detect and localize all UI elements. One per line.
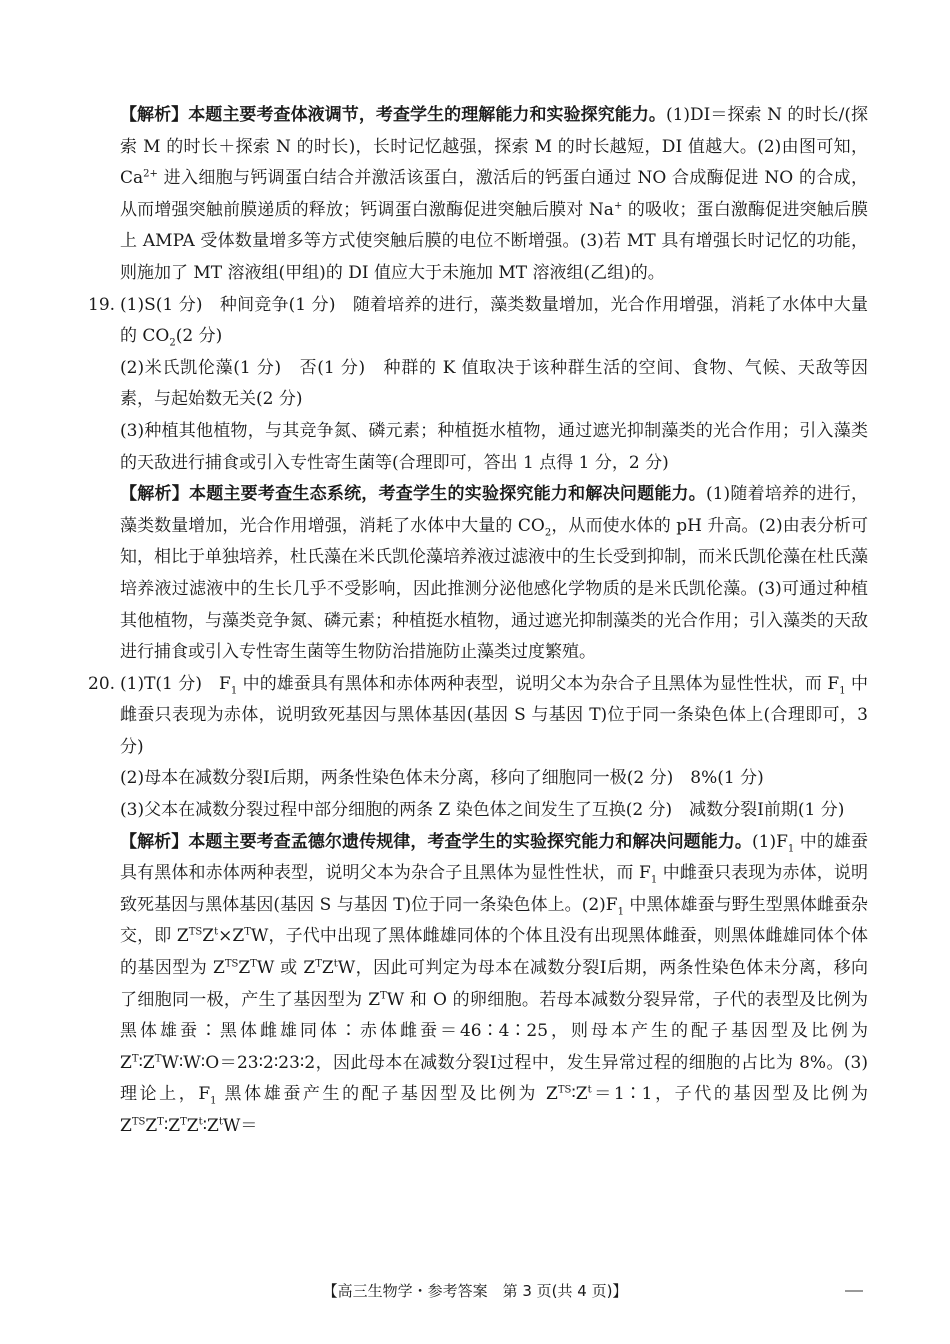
superscript: t [333, 958, 338, 970]
subscript: 1 [230, 685, 238, 697]
superscript: T [131, 1053, 139, 1065]
subscript: 1 [650, 874, 658, 886]
superscript: t [218, 1116, 223, 1128]
answer-text: 中的雄蚕具有黑体和赤体两种表型，说明父本为杂合子且黑体为显性性状，而 F [237, 673, 840, 694]
superscript: T [244, 926, 251, 938]
analysis-text: Z [238, 958, 251, 979]
question-20 [88, 669, 868, 827]
subscript: 2 [544, 527, 552, 539]
superscript: T [315, 958, 322, 970]
subscript: 2 [169, 337, 176, 349]
analysis-text: W∶W∶O＝23∶2∶23∶2，因此母本在减数分裂Ⅰ过程中，发生异常过程的细胞的占比为 8%。(3)理论上，F [120, 1052, 868, 1105]
answer-text: (2 分) [175, 326, 223, 347]
answer-20-2: (2)母本在减数分裂Ⅰ后期，两条性染色体未分离，移向了细胞同一极(2 分) 8%(1 分) [120, 768, 764, 789]
superscript: TS [188, 926, 203, 938]
answer-19-2: (2)米氏凯伦藻(1 分) 否(1 分) 种群的 K 值取决于该种群生活的空间、食物、气候、天敌等因素，与起始数无关(2 分) [120, 357, 868, 410]
subscript: 1 [787, 843, 795, 855]
analysis-text: ∶Z [202, 1116, 219, 1136]
analysis-text: W 或 Z [256, 958, 316, 979]
analysis-text: 的吸收；蛋白激酶促进突触后膜上 AMPA 受体数量增多等方式使突触后膜的电位不断增强。(3)若 MT 具有增强长时记忆的功能，则施加了 MT 溶液组(甲组)的 DI 值应大于未施加 MT 溶液组(乙组)的。 [120, 199, 868, 283]
analysis-text: W＝ [222, 1116, 258, 1136]
analysis-text: Z [145, 1116, 158, 1136]
answer-20-3: (3)父本在减数分裂过程中部分细胞的两条 Z 染色体之间发生了互换(2 分) 减数分裂Ⅰ前期(1 分) [120, 800, 845, 821]
analysis-19 [88, 479, 868, 669]
answer-19-1 [120, 290, 868, 353]
analysis-text: 中黑体雄蚕与野生型黑体雌蚕杂交，即 Z [120, 894, 868, 947]
corner-mark [845, 1290, 863, 1292]
page-footer: 【高三生物学・参考答案 第 3 页(共 4 页)】 [322, 1282, 628, 1300]
superscript: TS [557, 1084, 572, 1096]
question-number: 19. [88, 294, 116, 315]
answer-20-1 [120, 669, 868, 764]
superscript: T [154, 1053, 162, 1065]
analysis-tag: 【解析】 [120, 105, 189, 125]
superscript: t [587, 1084, 592, 1096]
superscript: TS [224, 958, 239, 970]
analysis-text: W，因此可判定为母本在减数分裂Ⅰ后期，两条性染色体未分离，移向了细胞同一极，产生了基因型为 Z [120, 958, 869, 1010]
analysis-text: Z [321, 958, 334, 979]
superscript: T [380, 989, 387, 1001]
analysis-lead: 本题主要考查孟德尔遗传规律，考查学生的实验探究能力和解决问题能力。 [188, 831, 753, 852]
analysis-text: W 和 O 的卵细胞。若母本减数分裂异常，子代的表型及比例为黑体雄蚕∶黑体雌雄同体∶赤体雌蚕＝46∶4∶25，则母本产生的配子基因型及比例为 Z [120, 989, 868, 1073]
analysis-text: (1)DI＝探索 N 的时长/(探索 M 的时长＋探索 N 的时长)，长时记忆越强，探索 M 的时长越短，DI 值越大。(2)由图可知，Ca [120, 105, 869, 189]
superscript: 2+ [143, 168, 158, 180]
subscript: 1 [210, 1095, 217, 1107]
analysis-tag: 【解析】 [120, 484, 189, 505]
superscript: T [157, 1116, 164, 1128]
superscript: T [250, 958, 257, 970]
analysis-18 [88, 100, 868, 290]
analysis-text: 中雌蚕只表现为赤体，说明致死基因与黑体基因(基因 S 与基因 T)位于同一条染色体上。(2)F [120, 863, 869, 915]
answer-content [88, 100, 868, 1143]
analysis-text: ∶Z [571, 1084, 588, 1105]
analysis-text: 黑体雄蚕产生的配子基因型及比例为 Z [216, 1084, 558, 1105]
subscript: 1 [617, 906, 624, 918]
answer-text: (1)S(1 分) 种间竞争(1 分) 随着培养的进行，藻类数量增加，光合作用增强，消耗了水体中大量的 CO [120, 294, 868, 347]
analysis-text: (1)随着培养的进行，藻类数量增加，光合作用增强，消耗了水体中大量的 CO [120, 484, 868, 536]
analysis-text: 进入细胞与钙调蛋白结合并激活该蛋白，激活后的钙蛋白通过 NO 合成酶促进 NO 的合成，从而增强突触前膜递质的释放；钙调蛋白激酶促进突触后膜对 Na [120, 168, 868, 220]
answer-19-3: (3)种植其他植物，与其竞争氮、磷元素；种植挺水植物，通过遮光抑制藻类的光合作用；引入藻类的天敌进行捕食或引入专性寄生菌等(合理即可，答出 1 点得 1 分，2 分) [120, 420, 868, 473]
analysis-text: ＝1∶1，子代的基因型及比例为 Z [120, 1084, 868, 1136]
analysis-text: 中的雄蚕具有黑体和赤体两种表型，说明父本为杂合子且黑体为显性性状，而 F [120, 831, 869, 884]
superscript: T [180, 1116, 187, 1128]
subscript: 1 [839, 685, 846, 697]
answer-text: (1)T(1 分) F [120, 673, 231, 694]
analysis-20 [88, 827, 868, 1143]
question-number: 20. [88, 673, 116, 694]
analysis-text: Z [202, 926, 215, 947]
answer-text: 中雌蚕只表现为赤体，说明致死基因与黑体基因(基因 S 与基因 T)位于同一条染色体上(合理即可，3 分) [120, 673, 869, 757]
superscript: + [613, 200, 623, 212]
analysis-text: Z [186, 1116, 199, 1136]
analysis-text: (1)F [752, 831, 788, 852]
analysis-lead: 本题主要考查生态系统，考查学生的实验探究能力和解决问题能力。 [188, 484, 707, 505]
superscript: t [214, 926, 219, 938]
superscript: TS [131, 1116, 146, 1128]
analysis-text: W，子代中出现了黑体雌雄同体的个体且没有出现黑体雌蚕，则黑体雌雄同体个体的基因型为 Z [120, 926, 868, 979]
analysis-lead: 本题主要考查体液调节，考查学生的理解能力和实验探究能力。 [188, 105, 666, 125]
analysis-text: ∶Z [138, 1052, 155, 1073]
question-19 [88, 290, 868, 480]
analysis-text: ∶Z [163, 1116, 181, 1136]
analysis-text: ×Z [218, 926, 245, 947]
analysis-tag: 【解析】 [120, 831, 189, 852]
analysis-text: ，从而使水体的 pH 升高。(2)由表分析可知，相比于单独培养，杜氏藻在米氏凯伦藻培养液过滤液中的生长受到抑制，而米氏凯伦藻在杜氏藻培养液过滤液中的生长几乎不受影响，因此推测分泌他感化学物质的是米氏凯伦藻。(3)可通过种植其他植物，与藻类竞争氮、磷元素；种植挺水植物，通过遮光抑制藻类的光合作用；引入藻类的天敌进行捕食或引入专性寄生菌等生物防治措施防止藻类过度繁殖。 [120, 515, 868, 663]
superscript: t [198, 1116, 203, 1128]
